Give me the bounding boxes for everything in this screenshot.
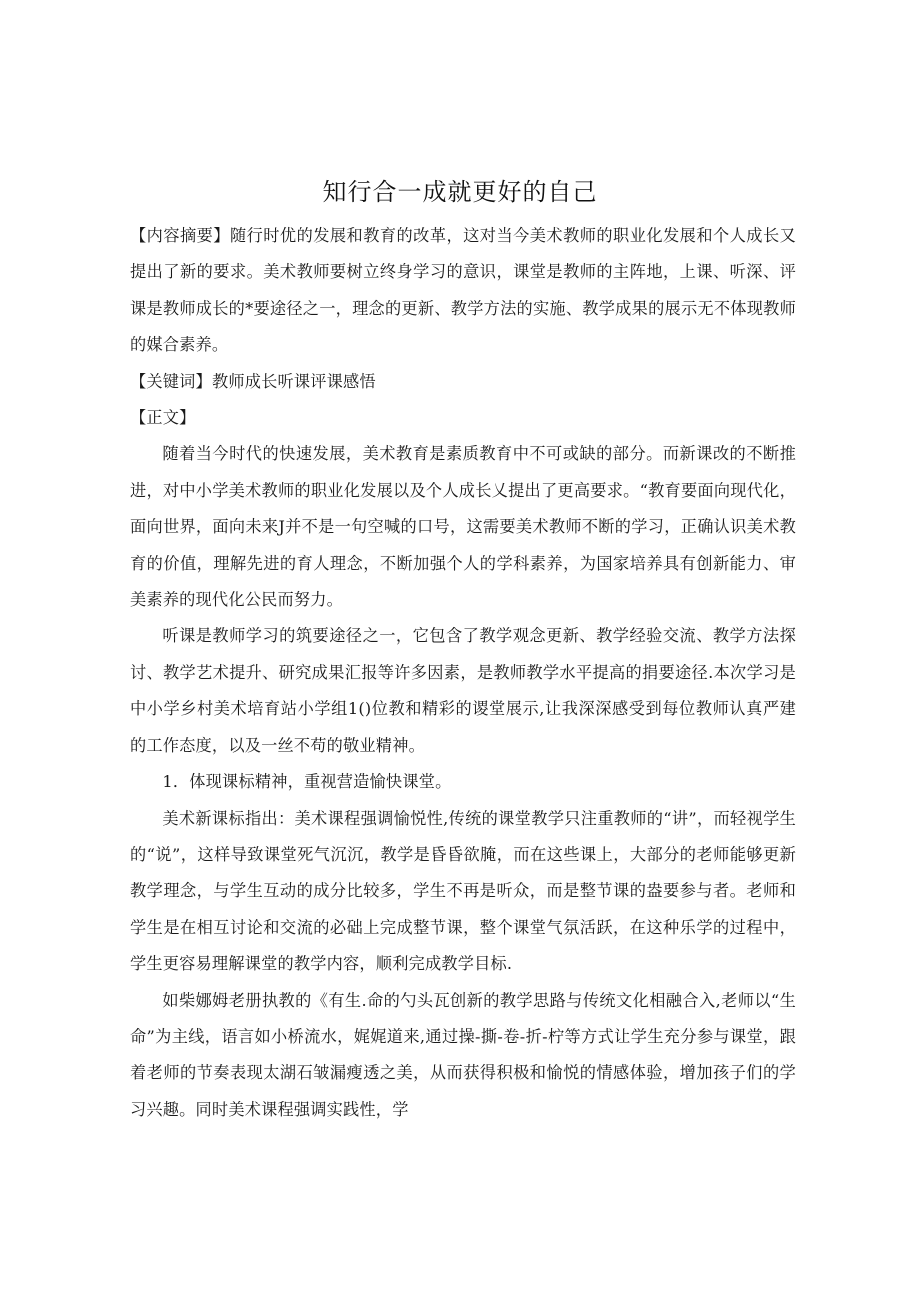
abstract-paragraph: [130, 218, 796, 364]
keywords-paragraph: [130, 364, 796, 400]
body-paragraph-3: 美术新课标指出：美术课程强调愉悦性,传统的课堂教学只注重教师的“讲”，而轻视学生的“说”，这样导致课堂死气沉沉，教学是昏昏欲腌，而在这些课上，大部分的老师能够更新教学理念，与学生互动的成分比较多，学生不再是听众，而是整节课的盎要参与者。老师和学生是在相互讨论和交流的必础上完成整节课，整个课堂气氛活跃，在这种乐学的过程中，学生更容易理解课堂的教学内容，顺利完成教学目标.: [130, 808, 796, 974]
keywords-text: 教师成长听课评课感悟: [211, 371, 376, 391]
body-paragraph-2: 听课是教师学习的筑要途径之一，它包含了教学观念更新、教学经验交流、教学方法探讨、教学艺术提升、研究成果汇报等许多因素，是教师教学水平提高的捐要途径.本次学习是中小学乡村美术培育站小学组1()位教和精彩的谡堂展示,让我深深感受到每位教师认真严建的工作态度，以及一丝不苟的敬业精神。: [130, 626, 796, 755]
section-heading-1: 1．体现课标精神，重视营造愉快课堂。: [162, 772, 452, 792]
body-paragraph-1: 随着当今时代的快速发展，美术教育是素质教育中不可或缺的部分。而新课改的不断推进，对中小学美术教师的职业化发展以及个人成长乂提出了更高要求。“教育要面向现代化，面向世界，面向未来J并不是一句空喊的口号，这需要美术教师不断的学习，正确认识美术教育的价值，理解先进的育人理念，不断加强个人的学科素养，为国家培养具有创新能力、审美素养的现代化公民而努力。: [130, 444, 796, 610]
keywords-label: 【关键词】: [130, 371, 212, 391]
body-label: 【正文】: [130, 408, 196, 428]
abstract-label: 【内容摘要】: [130, 226, 230, 245]
abstract-text: 随行时优的发展和教育的改革，这对当今美术教师的职业化发展和个人成长又提出了新的要求。美术教师要树立终身学习的意识，课堂是教师的主阵地，上课、听深、评课是教师成长的*要途径之一，理念的更新、教学方法的实施、教学成果的展示无不体现教师的媒合素养。: [130, 226, 796, 355]
document-body: [130, 218, 796, 1128]
document-title: 知行合一成就更好的自己: [322, 178, 598, 206]
body-paragraph-4: 如柴娜姆老册执教的《有生.命的勺头瓦创新的教学思路与传统文化相融合入,老师以“生命”为主线，语言如小桥流水，娓娓道来,通过操-撕-卷-折-柠等方式让学生充分参与课堂，跟着老师的节奏表现太湖石皱漏瘦透之美，从而获得积极和愉悦的情感体验，增加孩子们的学习兴趣。同时美术课程强调实践性，学: [130, 990, 796, 1119]
